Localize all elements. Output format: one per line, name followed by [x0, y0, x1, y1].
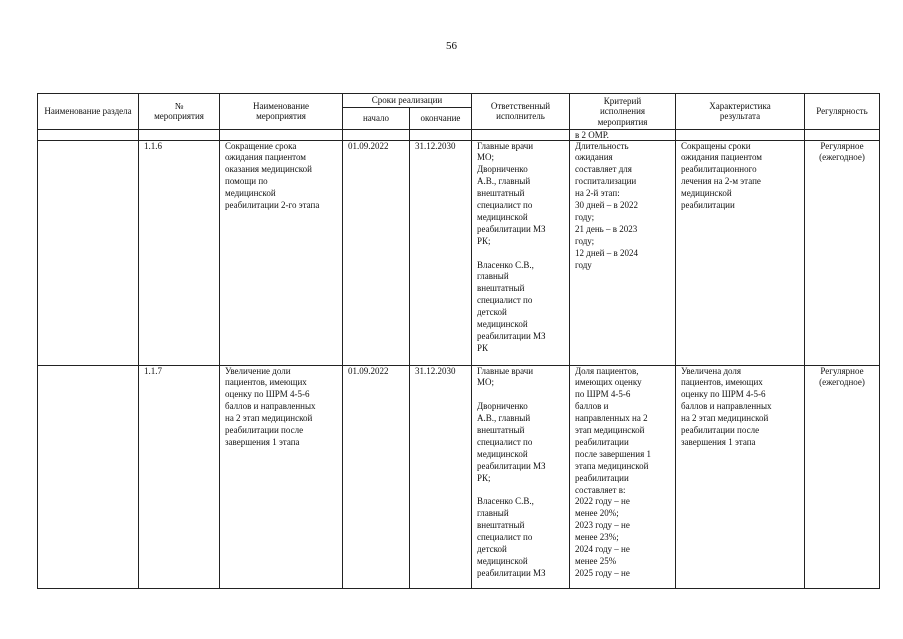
section-cell	[38, 365, 139, 588]
executor: Главные врачи МО; Дворниченко А.В., главный внештатный специалист по медицинской реабилитации МЗ РК; Власенко С.В., главный внештатный специалист по детской медицинской реабилитации МЗ	[472, 365, 570, 588]
start-date: 01.09.2022	[343, 140, 410, 365]
measure-number: 1.1.6	[139, 140, 220, 365]
criterion: Доля пациентов, имеющих оценку по ШРМ 4-5-6 баллов и направленных на 2 этап медицинской реабилитации после завершения 1 этапа медицинской реабилитации составляет в: 2022 году – не менее 20%; 2023 году – не менее 23%; 2024 году – не менее 25% 2025 году – не	[570, 365, 676, 588]
header-measure-number: № мероприятия	[139, 94, 220, 130]
carryover-row	[38, 129, 880, 140]
end-date: 31.12.2030	[410, 365, 472, 588]
executor: Главные врачи МО; Дворниченко А.В., главный внештатный специалист по медицинской реабилитации МЗ РК; Власенко С.В., главный внештатный специалист по детской медицинской реабилитации МЗ РК	[472, 140, 570, 365]
header-measure-name: Наименование мероприятия	[220, 94, 343, 130]
header-section-name: Наименование раздела	[38, 94, 139, 130]
header-terms: Сроки реализации	[343, 94, 472, 108]
regularity: Регулярное (ежегодное)	[805, 365, 880, 588]
measure-name: Сокращение срока ожидания пациентом оказания медицинской помощи по медицинской реабилитации 2-го этапа	[220, 140, 343, 365]
criterion: Длительность ожидания составляет для госпитализации на 2-й этап: 30 дней – в 2022 году; 21 день – в 2023 году; 12 дней – в 2024 году	[570, 140, 676, 365]
measures-table	[37, 93, 880, 589]
header-regularity: Регулярность	[805, 94, 880, 130]
result: Сокращены сроки ожидания пациентом реабилитационного лечения на 2-м этапе медицинской реабилитации	[676, 140, 805, 365]
measure-name: Увеличение доли пациентов, имеющих оценку по ШРМ 4-5-6 баллов и направленных на 2 этап медицинской реабилитации после завершения 1 этапа	[220, 365, 343, 588]
regularity: Регулярное (ежегодное)	[805, 140, 880, 365]
header-criterion: Критерий исполнения мероприятия	[570, 94, 676, 130]
header-start: начало	[343, 107, 410, 129]
result: Увеличена доля пациентов, имеющих оценку по ШРМ 4-5-6 баллов и направленных на 2 этап медицинской реабилитации после завершения 1 этапа	[676, 365, 805, 588]
table-row	[38, 140, 880, 365]
end-date: 31.12.2030	[410, 140, 472, 365]
measure-number: 1.1.7	[139, 365, 220, 588]
table-row	[38, 365, 880, 588]
carryover-criterion: в 2 ОМР.	[570, 129, 676, 140]
header-result: Характеристика результата	[676, 94, 805, 130]
header-executor: Ответственный исполнитель	[472, 94, 570, 130]
section-cell	[38, 140, 139, 365]
start-date: 01.09.2022	[343, 365, 410, 588]
header-end: окончание	[410, 107, 472, 129]
page-number: 56	[446, 40, 457, 52]
